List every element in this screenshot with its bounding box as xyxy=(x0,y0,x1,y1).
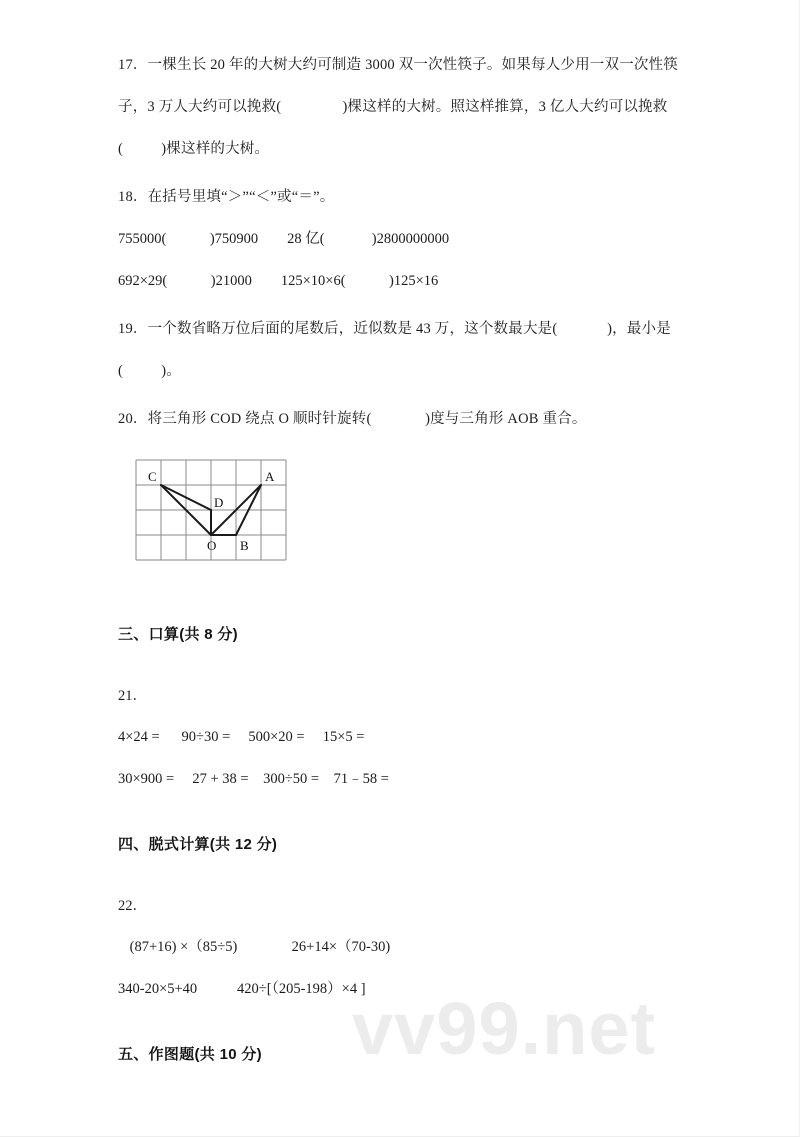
question-18 xyxy=(118,176,689,302)
question-22-row-1: (87+16) ×（85÷5) 26+14×（70-30) xyxy=(126,939,391,955)
figure-vertex-label-b: B xyxy=(240,538,249,553)
question-17-line-1: 17．一棵生长 20 年的大树大约可制造 3000 双一次性筷子。如果每人少用一双一次性筷 xyxy=(118,57,678,73)
figure-vertex-label-c: C xyxy=(148,469,157,484)
question-19 xyxy=(118,308,689,392)
section-5-heading: 五、作图题(共 10 分) xyxy=(118,1046,262,1063)
section-4-heading: 四、脱式计算(共 12 分) xyxy=(118,836,278,853)
section-oral-arithmetic xyxy=(118,620,689,800)
question-17-line-2: 子，3 万人大约可以挽救( )棵这样的大树。照这样推算，3 亿人大约可以挽救 xyxy=(118,99,668,115)
question-19-line-2: ( )。 xyxy=(118,363,182,379)
question-21-row-1: 4×24 = 90÷30 = 500×20 = 15×5 = xyxy=(118,729,365,745)
question-21-number: 21． xyxy=(118,688,147,704)
section-stepwise-calculation xyxy=(118,830,689,1010)
question-18-row-1: 755000( )750900 28 亿( )2800000000 xyxy=(118,231,450,247)
question-20-line-1: 20．将三角形 COD 绕点 O 顺时针旋转( )度与三角形 AOB 重合。 xyxy=(118,411,587,427)
section-3-heading: 三、口算(共 8 分) xyxy=(118,626,238,643)
question-17 xyxy=(118,44,689,170)
figure-vertex-label-o: O xyxy=(207,538,217,553)
rotation-grid-svg xyxy=(130,454,294,580)
question-20-figure xyxy=(118,454,689,580)
question-22-row-2: 340-20×5+40 420÷[（205-198）×4 ] xyxy=(118,981,366,997)
figure-vertex-label-d: D xyxy=(214,495,224,510)
section-drawing xyxy=(118,1040,689,1070)
question-18-row-2: 692×29( )21000 125×10×6( )125×16 xyxy=(118,273,439,289)
question-20 xyxy=(118,398,689,440)
question-19-line-1: 19．一个数省略万位后面的尾数后，近似数是 43 万，这个数最大是( )，最小是 xyxy=(118,321,671,337)
question-21-row-2: 30×900 = 27 + 38 = 300÷50 = 71﹣58 = xyxy=(118,771,389,787)
question-17-line-3: ( )棵这样的大树。 xyxy=(118,141,270,157)
site-watermark: vv99.net xyxy=(352,987,657,1070)
question-18-prompt: 18．在括号里填“＞”“＜”或“＝”。 xyxy=(118,189,335,205)
question-22-number: 22． xyxy=(118,898,147,914)
figure-vertex-label-a: A xyxy=(265,469,275,484)
